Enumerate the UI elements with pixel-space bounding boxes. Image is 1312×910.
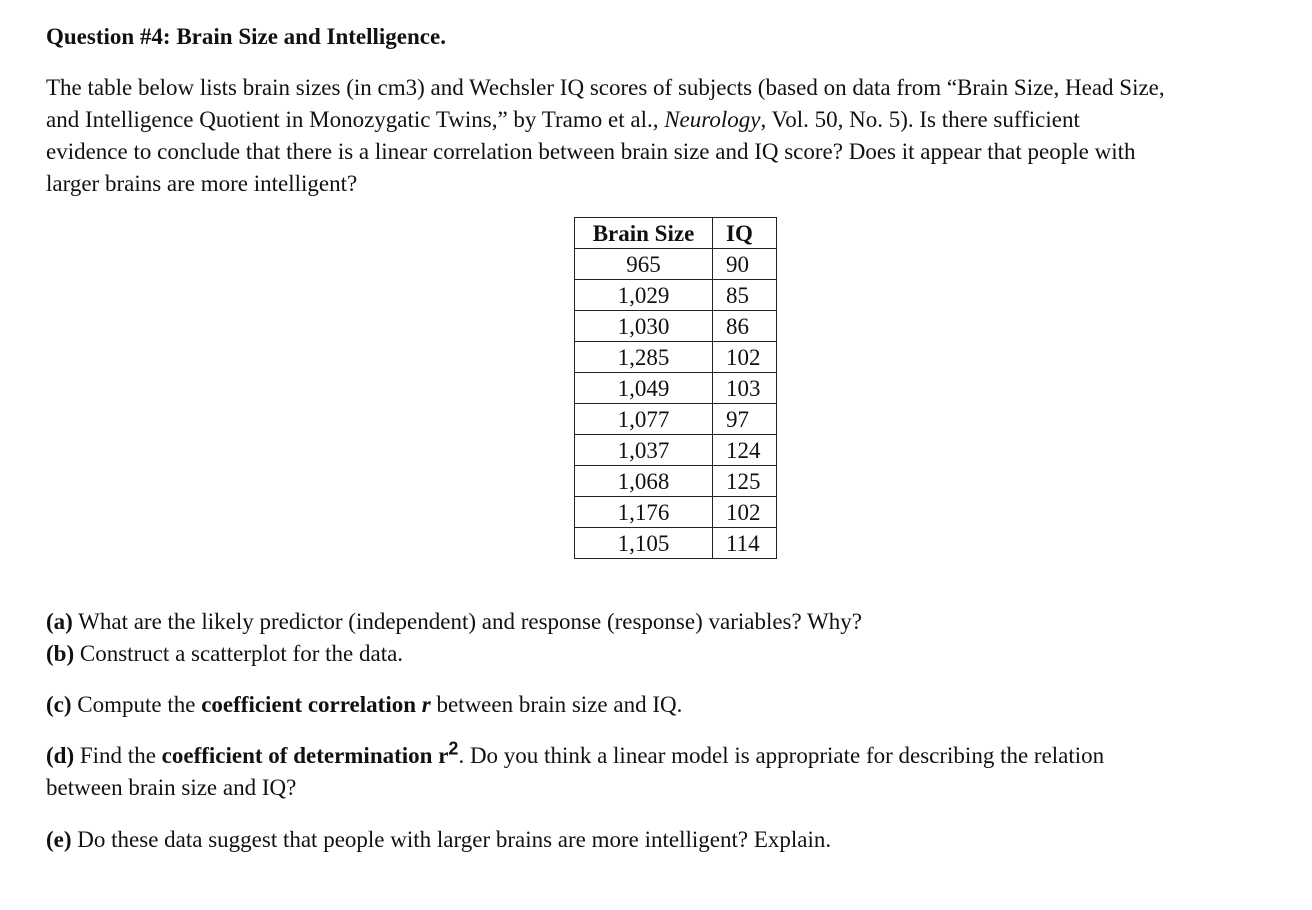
question-e-label: (e) (46, 827, 72, 852)
intro-line-4: larger brains are more intelligent? (46, 171, 358, 196)
question-d (46, 740, 1104, 772)
cell-brain-size: 1,176 (575, 497, 713, 528)
table-body (575, 249, 777, 559)
cell-brain-size: 1,030 (575, 311, 713, 342)
table-row (575, 497, 777, 528)
question-d-line-2: between brain size and IQ? (46, 775, 297, 800)
cell-iq: 102 (713, 342, 777, 373)
question-e-text: Do these data suggest that people with larger brains are more intelligent? Explain. (71, 827, 832, 852)
question-c-variable: r (421, 692, 431, 717)
cell-brain-size: 1,077 (575, 404, 713, 435)
question-e (46, 824, 831, 856)
cell-brain-size: 1,285 (575, 342, 713, 373)
cell-iq: 103 (713, 373, 777, 404)
intro-line-1: The table below lists brain sizes (in cm3) and Wechsler IQ scores of subjects (based on data from “Brain Size, Head Size, (46, 75, 1165, 100)
cell-iq: 85 (713, 280, 777, 311)
cell-iq: 114 (713, 528, 777, 559)
cell-brain-size: 1,068 (575, 466, 713, 497)
document-page (46, 22, 1308, 852)
question-d-text: Find the (74, 743, 162, 768)
data-table-container (574, 217, 777, 559)
table-row (575, 342, 777, 373)
cell-brain-size: 1,029 (575, 280, 713, 311)
cell-brain-size: 965 (575, 249, 713, 280)
question-a-label: (a) (46, 609, 73, 634)
table-row (575, 466, 777, 497)
question-d-rest: . Do you think a linear model is appropriate for describing the relation (458, 743, 1105, 768)
table-row (575, 280, 777, 311)
question-a-text: What are the likely predictor (independent) and response (response) variables? Why? (72, 609, 862, 634)
question-b-label: (b) (46, 641, 75, 666)
header-iq: IQ (713, 218, 777, 249)
question-c (46, 689, 682, 721)
cell-iq: 124 (713, 435, 777, 466)
intro-line-2-rest: , Vol. 50, No. 5). Is there sufficient (760, 107, 1080, 132)
table-row (575, 249, 777, 280)
brain-iq-table (574, 217, 777, 559)
table-row (575, 311, 777, 342)
cell-brain-size: 1,105 (575, 528, 713, 559)
question-c-label: (c) (46, 692, 72, 717)
cell-iq: 90 (713, 249, 777, 280)
journal-name: Neurology (664, 107, 761, 132)
cell-brain-size: 1,037 (575, 435, 713, 466)
table-row (575, 528, 777, 559)
cell-iq: 102 (713, 497, 777, 528)
question-d-bold: coefficient of determination r (161, 743, 449, 768)
question-d-superscript: 2 (448, 738, 459, 759)
cell-brain-size: 1,049 (575, 373, 713, 404)
question-b (46, 638, 403, 670)
intro-line-2 (46, 104, 1308, 136)
cell-iq: 125 (713, 466, 777, 497)
question-c-text: Compute the (71, 692, 202, 717)
intro-line-2-text: and Intelligence Quotient in Monozygatic Twins,” by Tramo et al., (46, 107, 665, 132)
question-d-label: (d) (46, 743, 75, 768)
cell-iq: 86 (713, 311, 777, 342)
header-brain-size: Brain Size (575, 218, 713, 249)
table-row (575, 404, 777, 435)
table-row (575, 373, 777, 404)
question-title: Question #4: Brain Size and Intelligence. (46, 24, 446, 49)
question-a (46, 606, 862, 638)
question-b-text: Construct a scatterplot for the data. (74, 641, 404, 666)
intro-paragraph (46, 72, 1308, 200)
question-c-bold: coefficient correlation (201, 692, 422, 717)
question-c-rest: between brain size and IQ. (430, 692, 683, 717)
intro-line-3: evidence to conclude that there is a linear correlation between brain size and IQ score? Does it appear that people with (46, 139, 1136, 164)
table-row (575, 435, 777, 466)
cell-iq: 97 (713, 404, 777, 435)
table-header-row (575, 218, 777, 249)
